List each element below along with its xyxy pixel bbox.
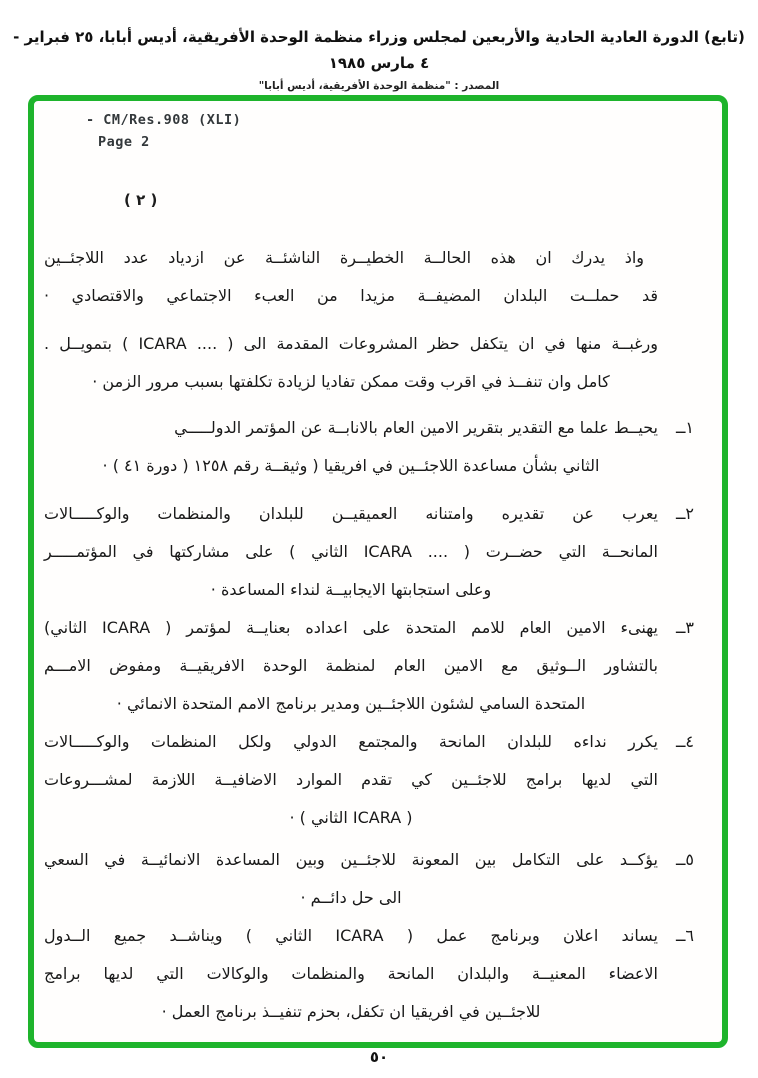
item-line: الى حل دائــم · [300,888,402,907]
item-number: ٤ــ [676,732,694,751]
item-number: ٦ــ [676,926,694,945]
item-number: ٥ــ [676,850,694,869]
item-number: ٣ــ [676,618,694,637]
preamble-paragraph-2 [44,325,658,401]
resolution-item-3 [44,609,694,723]
session-title: (تابع) الدورة العادية الحادية والأربعين لمجلس وزراء منظمة الوحدة الأفريقية، أديس أبابا، ٢٥ فبراير - ٤ مارس ١٩٨٥ [13,28,745,72]
item-line: الاعضاء المعنيــة والبلدان المانحة والمنظمات والوكالات التي لديها برامج [44,964,658,983]
item-line: يعرب عن تقديره وامتنانه العميقيــن للبلدان والمنظمات والوكـــــالات [44,504,658,523]
preamble-line: واذ يدرك ان هذه الحالــة الخطيــرة الناشئــة عن ازدياد عدد اللاجئــين [44,248,644,267]
resolution-item-1 [44,409,694,485]
document-content [34,101,722,1042]
footer-page-number: ٥٠ [369,1048,389,1066]
source-line: المصدر : "منظمة الوحدة الأفريقية، أديس أبابا" [258,80,500,92]
item-line: وعلى استجابتها الايجابيــة لنداء المساعدة · [210,580,492,599]
resolution-reference: - CM/Res.908 (XLI) [86,112,242,128]
item-line: بالتشاور الــوثيق مع الامين العام لمنظمة الوحدة الافريقيــة ومفوض الامـــم [44,656,658,675]
item-line: المانحــة التي حضــرت ( .... ICARA الثاني ) على مشاركتها في المؤتمـــــر [44,542,658,561]
item-line: يساند اعلان وبرنامج عمل ( ICARA الثاني ) ويناشــد جميع الــدول [44,926,659,945]
resolution-item-4 [44,723,694,837]
page-label: Page 2 [98,134,150,150]
highlight-frame [28,95,728,1048]
preamble-line: قد حملــت البلدان المضيفــة مزيدا من العبء الاجتماعي والاقتصادي · [44,286,658,305]
item-line: يحيــط علما مع التقدير بتقرير الامين العام بالانابــة عن المؤتمر الدولـــــي [174,418,658,437]
item-line: المتحدة السامي لشئون اللاجئــين ومدير برنامج الامم المتحدة الانمائي · [116,694,586,713]
resolution-item-5 [44,841,694,917]
item-line: ( ICARA الثاني ) · [289,808,413,827]
item-line: يؤكــد على التكامل بين المعونة للاجئــين وبين المساعدة الانمائيــة في السعي [44,850,658,869]
resolution-item-2 [44,495,694,609]
item-line: يكرر نداءه للبلدان المانحة والمجتمع الدولي ولكل المنظمات والوكـــــالات [44,732,658,751]
resolution-item-6 [44,917,694,1031]
item-line: الثاني بشأن مساعدة اللاجئــين في افريقيا ( وثيقــة رقم ١٢٥٨ ( دورة ٤١ ) · [102,456,600,475]
item-number: ٢ــ [676,504,694,523]
reference-block [86,109,694,153]
item-line: يهنىء الامين العام للامم المتحدة على اعداده بعنايــة لمؤتمر ( ICARA الثاني) [44,618,659,637]
item-line: التي لديها برامج للاجئــين كي تقدم الموارد الاضافيــة اللازمة لمشـــروعات [44,770,658,789]
preamble-line: ورغبــة منها في ان يتكفل حظر المشروعات المقدمة الى ( .... ICARA ) بتمويــل . [44,334,659,353]
section-number: ( ٢ ) [124,191,158,209]
document-header [10,24,748,92]
preamble-paragraph-1 [44,239,658,315]
preamble-line: كامل وان تنفــذ في اقرب وقت ممكن تفاديا لزيادة تكلفتها بسبب مرور الزمن · [92,372,610,391]
item-line: للاجئــين في افريقيا ان تكفل، بحزم تنفيــذ برنامج العمل · [161,1002,541,1021]
item-number: ١ــ [676,418,694,437]
